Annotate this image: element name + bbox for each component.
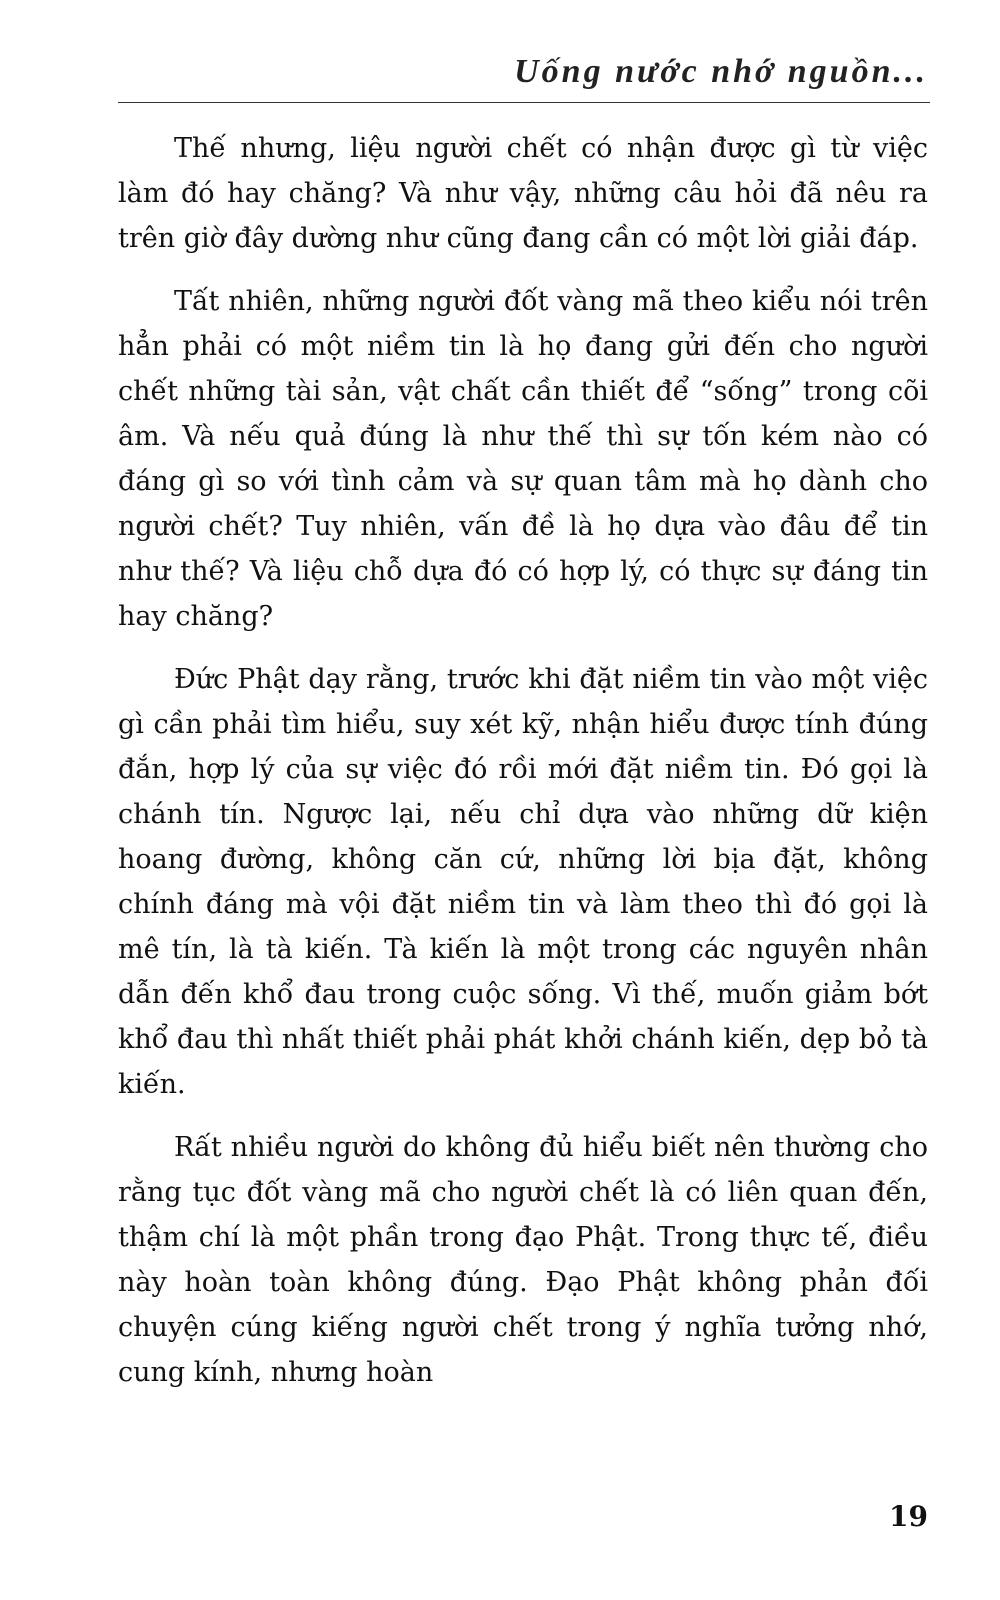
paragraph-1: Thế nhưng, liệu người chết có nhận được gì từ việc làm đó hay chăng? Và như vậy, những câu hỏi đã nêu ra trên giờ đây dường như cũng đang cần có một lời giải đáp. — [118, 133, 928, 254]
paragraph-4: Rất nhiều người do không đủ hiểu biết nên thường cho rằng tục đốt vàng mã cho người chết là có liên quan đến, thậm chí là một phần trong đạo Phật. Trong thực tế, điều này hoàn toàn không đúng. Đạo Phật không phản đối chuyện cúng kiếng người chết trong ý nghĩa tưởng nhớ, cung kính, nhưng hoàn — [118, 1132, 928, 1388]
paragraph-3: Đức Phật dạy rằng, trước khi đặt niềm tin vào một việc gì cần phải tìm hiểu, suy xét kỹ, nhận hiểu được tính đúng đắn, hợp lý của sự việc đó rồi mới đặt niềm tin. Đó gọi là chánh tín. Ngược lại, nếu chỉ dựa vào những dữ kiện hoang đường, không căn cứ, những lời bịa đặt, không chính đáng mà vội đặt niềm tin và làm theo thì đó gọi là mê tín, là tà kiến. Tà kiến là một trong các nguyên nhân dẫn đến khổ đau trong cuộc sống. Vì thế, muốn giảm bớt khổ đau thì nhất thiết phải phát khởi chánh kiến, dẹp bỏ tà kiến. — [118, 664, 928, 1100]
running-header: Uống nước nhớ nguồn... — [514, 53, 928, 90]
header-rule — [118, 102, 930, 103]
paragraph-2: Tất nhiên, những người đốt vàng mã theo kiểu nói trên hẳn phải có một niềm tin là họ đang gửi đến cho người chết những tài sản, vật chất cần thiết để “sống” trong cõi âm. Và nếu quả đúng là như thế thì sự tốn kém nào có đáng gì so với tình cảm và sự quan tâm mà họ dành cho người chết? Tuy nhiên, vấn đề là họ dựa vào đâu để tin như thế? Và liệu chỗ dựa đó có hợp lý, có thực sự đáng tin hay chăng? — [118, 286, 928, 632]
body-text — [118, 126, 928, 1413]
page-number: 19 — [889, 1500, 928, 1533]
